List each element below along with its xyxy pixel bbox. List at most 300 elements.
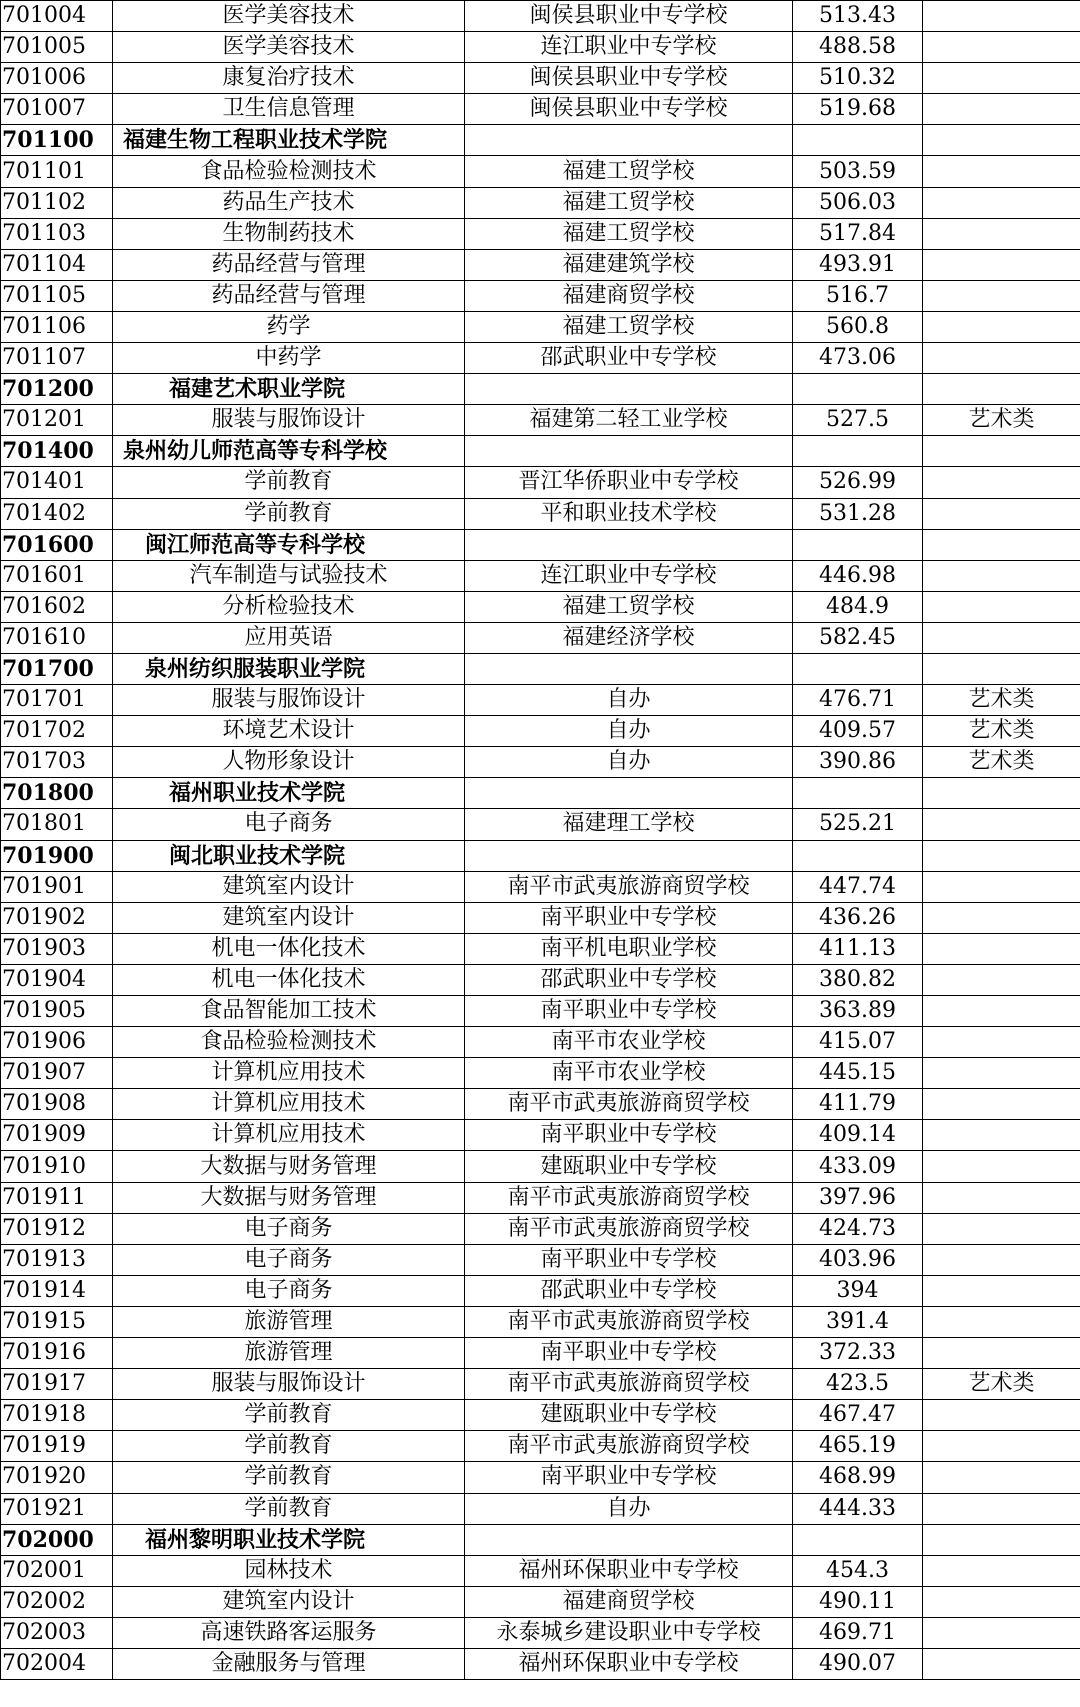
min-score: 473.06 xyxy=(793,343,923,374)
category-note xyxy=(923,1493,1080,1524)
major-code: 701906 xyxy=(1,1027,113,1058)
table-row xyxy=(1,218,1080,249)
major-name: 大数据与财务管理 xyxy=(113,1182,465,1213)
partner-school: 建瓯职业中专学校 xyxy=(465,1151,793,1182)
category-note xyxy=(923,1338,1080,1369)
major-code: 702003 xyxy=(1,1617,113,1648)
major-name: 服装与服饰设计 xyxy=(113,685,465,716)
min-score: 447.74 xyxy=(793,871,923,902)
min-score: 409.14 xyxy=(793,1120,923,1151)
table-row xyxy=(1,249,1080,280)
partner-school: 南平机电职业学校 xyxy=(465,933,793,964)
partner-school: 邵武职业中专学校 xyxy=(465,964,793,995)
empty-cell xyxy=(923,374,1080,405)
major-code: 701201 xyxy=(1,405,113,436)
min-score: 433.09 xyxy=(793,1151,923,1182)
min-score: 476.71 xyxy=(793,685,923,716)
institution-code: 701700 xyxy=(1,653,113,684)
major-code: 701916 xyxy=(1,1338,113,1369)
category-note: 艺术类 xyxy=(923,747,1080,778)
partner-school: 福建工贸学校 xyxy=(465,156,793,187)
partner-school: 福建工贸学校 xyxy=(465,311,793,342)
major-name: 电子商务 xyxy=(113,1275,465,1306)
partner-school: 永泰城乡建设职业中专学校 xyxy=(465,1617,793,1648)
major-code: 701907 xyxy=(1,1058,113,1089)
major-code: 701921 xyxy=(1,1493,113,1524)
empty-cell xyxy=(793,1524,923,1555)
category-note xyxy=(923,1306,1080,1337)
min-score: 411.79 xyxy=(793,1089,923,1120)
major-code: 701402 xyxy=(1,498,113,529)
category-note xyxy=(923,1120,1080,1151)
min-score: 527.5 xyxy=(793,405,923,436)
institution-header-row xyxy=(1,125,1080,156)
major-code: 701701 xyxy=(1,685,113,716)
min-score: 517.84 xyxy=(793,218,923,249)
major-name: 药学 xyxy=(113,311,465,342)
major-code: 701107 xyxy=(1,343,113,374)
empty-cell xyxy=(465,374,793,405)
partner-school: 建瓯职业中专学校 xyxy=(465,1400,793,1431)
min-score: 415.07 xyxy=(793,1027,923,1058)
institution-header-row xyxy=(1,840,1080,871)
min-score: 513.43 xyxy=(793,1,923,32)
min-score: 560.8 xyxy=(793,311,923,342)
institution-name: 闽北职业技术学院 xyxy=(113,840,465,871)
major-code: 701903 xyxy=(1,933,113,964)
table-row xyxy=(1,1586,1080,1617)
major-name: 电子商务 xyxy=(113,1213,465,1244)
major-name: 医学美容技术 xyxy=(113,32,465,63)
major-name: 服装与服饰设计 xyxy=(113,405,465,436)
empty-cell xyxy=(923,125,1080,156)
institution-header-row xyxy=(1,436,1080,467)
table-body xyxy=(1,1,1080,1680)
category-note xyxy=(923,156,1080,187)
category-note: 艺术类 xyxy=(923,405,1080,436)
major-name: 机电一体化技术 xyxy=(113,933,465,964)
min-score: 469.71 xyxy=(793,1617,923,1648)
partner-school: 南平市武夷旅游商贸学校 xyxy=(465,871,793,902)
category-note xyxy=(923,1182,1080,1213)
min-score: 506.03 xyxy=(793,187,923,218)
major-name: 服装与服饰设计 xyxy=(113,1369,465,1400)
min-score: 411.13 xyxy=(793,933,923,964)
institution-header-row xyxy=(1,1524,1080,1555)
category-note xyxy=(923,1027,1080,1058)
category-note: 艺术类 xyxy=(923,1369,1080,1400)
major-code: 701601 xyxy=(1,560,113,591)
empty-cell xyxy=(465,125,793,156)
table-row xyxy=(1,964,1080,995)
empty-cell xyxy=(465,653,793,684)
major-code: 701920 xyxy=(1,1462,113,1493)
min-score: 490.07 xyxy=(793,1648,923,1679)
table-row xyxy=(1,996,1080,1027)
partner-school: 南平市武夷旅游商贸学校 xyxy=(465,1213,793,1244)
table-row xyxy=(1,622,1080,653)
major-name: 分析检验技术 xyxy=(113,591,465,622)
min-score: 372.33 xyxy=(793,1338,923,1369)
institution-code: 701800 xyxy=(1,778,113,809)
partner-school: 南平职业中专学校 xyxy=(465,902,793,933)
min-score: 397.96 xyxy=(793,1182,923,1213)
major-code: 701006 xyxy=(1,63,113,94)
empty-cell xyxy=(923,840,1080,871)
major-code: 702002 xyxy=(1,1586,113,1617)
partner-school: 自办 xyxy=(465,1493,793,1524)
table-row xyxy=(1,747,1080,778)
table-row xyxy=(1,1058,1080,1089)
min-score: 391.4 xyxy=(793,1306,923,1337)
major-code: 702001 xyxy=(1,1555,113,1586)
category-note xyxy=(923,591,1080,622)
min-score: 525.21 xyxy=(793,809,923,840)
category-note xyxy=(923,964,1080,995)
major-name: 卫生信息管理 xyxy=(113,94,465,125)
institution-header-row xyxy=(1,374,1080,405)
partner-school: 连江职业中专学校 xyxy=(465,32,793,63)
major-code: 701909 xyxy=(1,1120,113,1151)
table-row xyxy=(1,405,1080,436)
table-row xyxy=(1,902,1080,933)
empty-cell xyxy=(465,529,793,560)
category-note xyxy=(923,249,1080,280)
major-code: 701914 xyxy=(1,1275,113,1306)
institution-code: 702000 xyxy=(1,1524,113,1555)
partner-school: 福建工贸学校 xyxy=(465,218,793,249)
table-row xyxy=(1,933,1080,964)
partner-school: 福建商贸学校 xyxy=(465,1586,793,1617)
empty-cell xyxy=(923,653,1080,684)
institution-name: 福州职业技术学院 xyxy=(113,778,465,809)
major-name: 学前教育 xyxy=(113,1493,465,1524)
major-code: 701912 xyxy=(1,1213,113,1244)
major-code: 701602 xyxy=(1,591,113,622)
table-row xyxy=(1,1369,1080,1400)
partner-school: 连江职业中专学校 xyxy=(465,560,793,591)
empty-cell xyxy=(793,125,923,156)
table-row xyxy=(1,1,1080,32)
empty-cell xyxy=(465,436,793,467)
major-name: 高速铁路客运服务 xyxy=(113,1617,465,1648)
major-name: 药品经营与管理 xyxy=(113,280,465,311)
major-name: 计算机应用技术 xyxy=(113,1120,465,1151)
major-name: 学前教育 xyxy=(113,1400,465,1431)
min-score: 380.82 xyxy=(793,964,923,995)
major-code: 701905 xyxy=(1,996,113,1027)
table-row xyxy=(1,1120,1080,1151)
institution-code: 701600 xyxy=(1,529,113,560)
category-note xyxy=(923,280,1080,311)
partner-school: 南平职业中专学校 xyxy=(465,1120,793,1151)
partner-school: 闽侯县职业中专学校 xyxy=(465,1,793,32)
category-note xyxy=(923,622,1080,653)
category-note xyxy=(923,1462,1080,1493)
major-name: 学前教育 xyxy=(113,1431,465,1462)
table-row xyxy=(1,311,1080,342)
partner-school: 南平职业中专学校 xyxy=(465,1338,793,1369)
major-code: 701901 xyxy=(1,871,113,902)
min-score: 526.99 xyxy=(793,467,923,498)
major-code: 701103 xyxy=(1,218,113,249)
empty-cell xyxy=(923,1524,1080,1555)
category-note xyxy=(923,1555,1080,1586)
major-name: 学前教育 xyxy=(113,467,465,498)
institution-code: 701100 xyxy=(1,125,113,156)
category-note xyxy=(923,1431,1080,1462)
min-score: 445.15 xyxy=(793,1058,923,1089)
category-note xyxy=(923,560,1080,591)
major-name: 食品智能加工技术 xyxy=(113,996,465,1027)
major-code: 701101 xyxy=(1,156,113,187)
empty-cell xyxy=(793,374,923,405)
table-row xyxy=(1,1431,1080,1462)
partner-school: 南平市武夷旅游商贸学校 xyxy=(465,1369,793,1400)
category-note xyxy=(923,809,1080,840)
partner-school: 自办 xyxy=(465,716,793,747)
partner-school: 邵武职业中专学校 xyxy=(465,1275,793,1306)
major-code: 702004 xyxy=(1,1648,113,1679)
major-code: 701918 xyxy=(1,1400,113,1431)
partner-school: 福建商贸学校 xyxy=(465,280,793,311)
category-note: 艺术类 xyxy=(923,716,1080,747)
empty-cell xyxy=(465,840,793,871)
min-score: 394 xyxy=(793,1275,923,1306)
institution-header-row xyxy=(1,778,1080,809)
institution-name: 福州黎明职业技术学院 xyxy=(113,1524,465,1555)
table-row xyxy=(1,1555,1080,1586)
partner-school: 平和职业技术学校 xyxy=(465,498,793,529)
major-code: 701908 xyxy=(1,1089,113,1120)
partner-school: 福建工贸学校 xyxy=(465,187,793,218)
table-row xyxy=(1,156,1080,187)
min-score: 454.3 xyxy=(793,1555,923,1586)
major-name: 药品经营与管理 xyxy=(113,249,465,280)
institution-name: 闽江师范高等专科学校 xyxy=(113,529,465,560)
partner-school: 晋江华侨职业中专学校 xyxy=(465,467,793,498)
major-name: 汽车制造与试验技术 xyxy=(113,560,465,591)
table-row xyxy=(1,498,1080,529)
partner-school: 南平市武夷旅游商贸学校 xyxy=(465,1182,793,1213)
major-name: 中药学 xyxy=(113,343,465,374)
major-name: 计算机应用技术 xyxy=(113,1089,465,1120)
major-name: 食品检验检测技术 xyxy=(113,1027,465,1058)
major-code: 701919 xyxy=(1,1431,113,1462)
table-row xyxy=(1,1182,1080,1213)
major-name: 大数据与财务管理 xyxy=(113,1151,465,1182)
table-row xyxy=(1,1617,1080,1648)
min-score: 436.26 xyxy=(793,902,923,933)
min-score: 516.7 xyxy=(793,280,923,311)
empty-cell xyxy=(465,1524,793,1555)
partner-school: 闽侯县职业中专学校 xyxy=(465,94,793,125)
institution-name: 福建生物工程职业技术学院 xyxy=(113,125,465,156)
table-row xyxy=(1,1089,1080,1120)
major-code: 701401 xyxy=(1,467,113,498)
major-code: 701915 xyxy=(1,1306,113,1337)
category-note xyxy=(923,933,1080,964)
partner-school: 福州环保职业中专学校 xyxy=(465,1555,793,1586)
min-score: 503.59 xyxy=(793,156,923,187)
empty-cell xyxy=(923,436,1080,467)
table-row xyxy=(1,809,1080,840)
category-note: 艺术类 xyxy=(923,685,1080,716)
partner-school: 南平市武夷旅游商贸学校 xyxy=(465,1089,793,1120)
institution-header-row xyxy=(1,653,1080,684)
major-code: 701911 xyxy=(1,1182,113,1213)
category-note xyxy=(923,1617,1080,1648)
partner-school: 福建理工学校 xyxy=(465,809,793,840)
partner-school: 闽侯县职业中专学校 xyxy=(465,63,793,94)
min-score: 488.58 xyxy=(793,32,923,63)
table-row xyxy=(1,591,1080,622)
partner-school: 南平市农业学校 xyxy=(465,1058,793,1089)
category-note xyxy=(923,1213,1080,1244)
major-name: 园林技术 xyxy=(113,1555,465,1586)
major-name: 旅游管理 xyxy=(113,1338,465,1369)
table-row xyxy=(1,1306,1080,1337)
major-code: 701702 xyxy=(1,716,113,747)
partner-school: 南平市武夷旅游商贸学校 xyxy=(465,1431,793,1462)
major-name: 康复治疗技术 xyxy=(113,63,465,94)
major-name: 建筑室内设计 xyxy=(113,871,465,902)
min-score: 403.96 xyxy=(793,1244,923,1275)
partner-school: 福建经济学校 xyxy=(465,622,793,653)
min-score: 444.33 xyxy=(793,1493,923,1524)
table-row xyxy=(1,560,1080,591)
category-note xyxy=(923,1151,1080,1182)
partner-school: 福建第二轻工业学校 xyxy=(465,405,793,436)
category-note xyxy=(923,94,1080,125)
empty-cell xyxy=(793,653,923,684)
partner-school: 邵武职业中专学校 xyxy=(465,343,793,374)
min-score: 531.28 xyxy=(793,498,923,529)
table-row xyxy=(1,280,1080,311)
partner-school: 福州环保职业中专学校 xyxy=(465,1648,793,1679)
major-name: 计算机应用技术 xyxy=(113,1058,465,1089)
major-code: 701102 xyxy=(1,187,113,218)
major-name: 应用英语 xyxy=(113,622,465,653)
min-score: 467.47 xyxy=(793,1400,923,1431)
major-name: 建筑室内设计 xyxy=(113,1586,465,1617)
category-note xyxy=(923,1400,1080,1431)
major-code: 701910 xyxy=(1,1151,113,1182)
category-note xyxy=(923,311,1080,342)
min-score: 490.11 xyxy=(793,1586,923,1617)
partner-school: 南平职业中专学校 xyxy=(465,996,793,1027)
min-score: 409.57 xyxy=(793,716,923,747)
min-score: 582.45 xyxy=(793,622,923,653)
major-name: 建筑室内设计 xyxy=(113,902,465,933)
category-note xyxy=(923,1275,1080,1306)
major-name: 金融服务与管理 xyxy=(113,1648,465,1679)
major-code: 701004 xyxy=(1,1,113,32)
category-note xyxy=(923,1648,1080,1679)
empty-cell xyxy=(923,529,1080,560)
table-row xyxy=(1,1244,1080,1275)
table-row xyxy=(1,1648,1080,1679)
category-note xyxy=(923,1586,1080,1617)
category-note xyxy=(923,1244,1080,1275)
major-name: 药品生产技术 xyxy=(113,187,465,218)
institution-code: 701900 xyxy=(1,840,113,871)
major-code: 701801 xyxy=(1,809,113,840)
category-note xyxy=(923,218,1080,249)
major-name: 环境艺术设计 xyxy=(113,716,465,747)
partner-school: 自办 xyxy=(465,747,793,778)
major-name: 医学美容技术 xyxy=(113,1,465,32)
table-row xyxy=(1,32,1080,63)
major-name: 生物制药技术 xyxy=(113,218,465,249)
category-note xyxy=(923,63,1080,94)
partner-school: 南平职业中专学校 xyxy=(465,1462,793,1493)
table-row xyxy=(1,94,1080,125)
institution-header-row xyxy=(1,529,1080,560)
major-name: 食品检验检测技术 xyxy=(113,156,465,187)
table-row xyxy=(1,1213,1080,1244)
category-note xyxy=(923,902,1080,933)
table-row xyxy=(1,1275,1080,1306)
partner-school: 南平市农业学校 xyxy=(465,1027,793,1058)
empty-cell xyxy=(793,436,923,467)
partner-school: 福建建筑学校 xyxy=(465,249,793,280)
min-score: 423.5 xyxy=(793,1369,923,1400)
major-code: 701917 xyxy=(1,1369,113,1400)
category-note xyxy=(923,343,1080,374)
min-score: 465.19 xyxy=(793,1431,923,1462)
table-row xyxy=(1,1462,1080,1493)
min-score: 390.86 xyxy=(793,747,923,778)
table-row xyxy=(1,1151,1080,1182)
institution-name: 福建艺术职业学院 xyxy=(113,374,465,405)
partner-school: 自办 xyxy=(465,685,793,716)
category-note xyxy=(923,467,1080,498)
min-score: 363.89 xyxy=(793,996,923,1027)
institution-code: 701400 xyxy=(1,436,113,467)
major-name: 电子商务 xyxy=(113,1244,465,1275)
category-note xyxy=(923,1058,1080,1089)
partner-school: 南平职业中专学校 xyxy=(465,1244,793,1275)
category-note xyxy=(923,1089,1080,1120)
table-row xyxy=(1,343,1080,374)
empty-cell xyxy=(793,840,923,871)
min-score: 424.73 xyxy=(793,1213,923,1244)
institution-name: 泉州纺织服装职业学院 xyxy=(113,653,465,684)
major-name: 学前教育 xyxy=(113,1462,465,1493)
category-note xyxy=(923,187,1080,218)
min-score: 484.9 xyxy=(793,591,923,622)
partner-school: 福建工贸学校 xyxy=(465,591,793,622)
table-row xyxy=(1,871,1080,902)
table-row xyxy=(1,1400,1080,1431)
category-note xyxy=(923,498,1080,529)
table-row xyxy=(1,685,1080,716)
table-row xyxy=(1,467,1080,498)
empty-cell xyxy=(793,529,923,560)
institution-name: 泉州幼儿师范高等专科学校 xyxy=(113,436,465,467)
institution-code: 701200 xyxy=(1,374,113,405)
min-score: 446.98 xyxy=(793,560,923,591)
major-code: 701913 xyxy=(1,1244,113,1275)
major-name: 电子商务 xyxy=(113,809,465,840)
empty-cell xyxy=(465,778,793,809)
major-name: 人物形象设计 xyxy=(113,747,465,778)
table-row xyxy=(1,1493,1080,1524)
major-name: 机电一体化技术 xyxy=(113,964,465,995)
major-code: 701902 xyxy=(1,902,113,933)
major-code: 701610 xyxy=(1,622,113,653)
